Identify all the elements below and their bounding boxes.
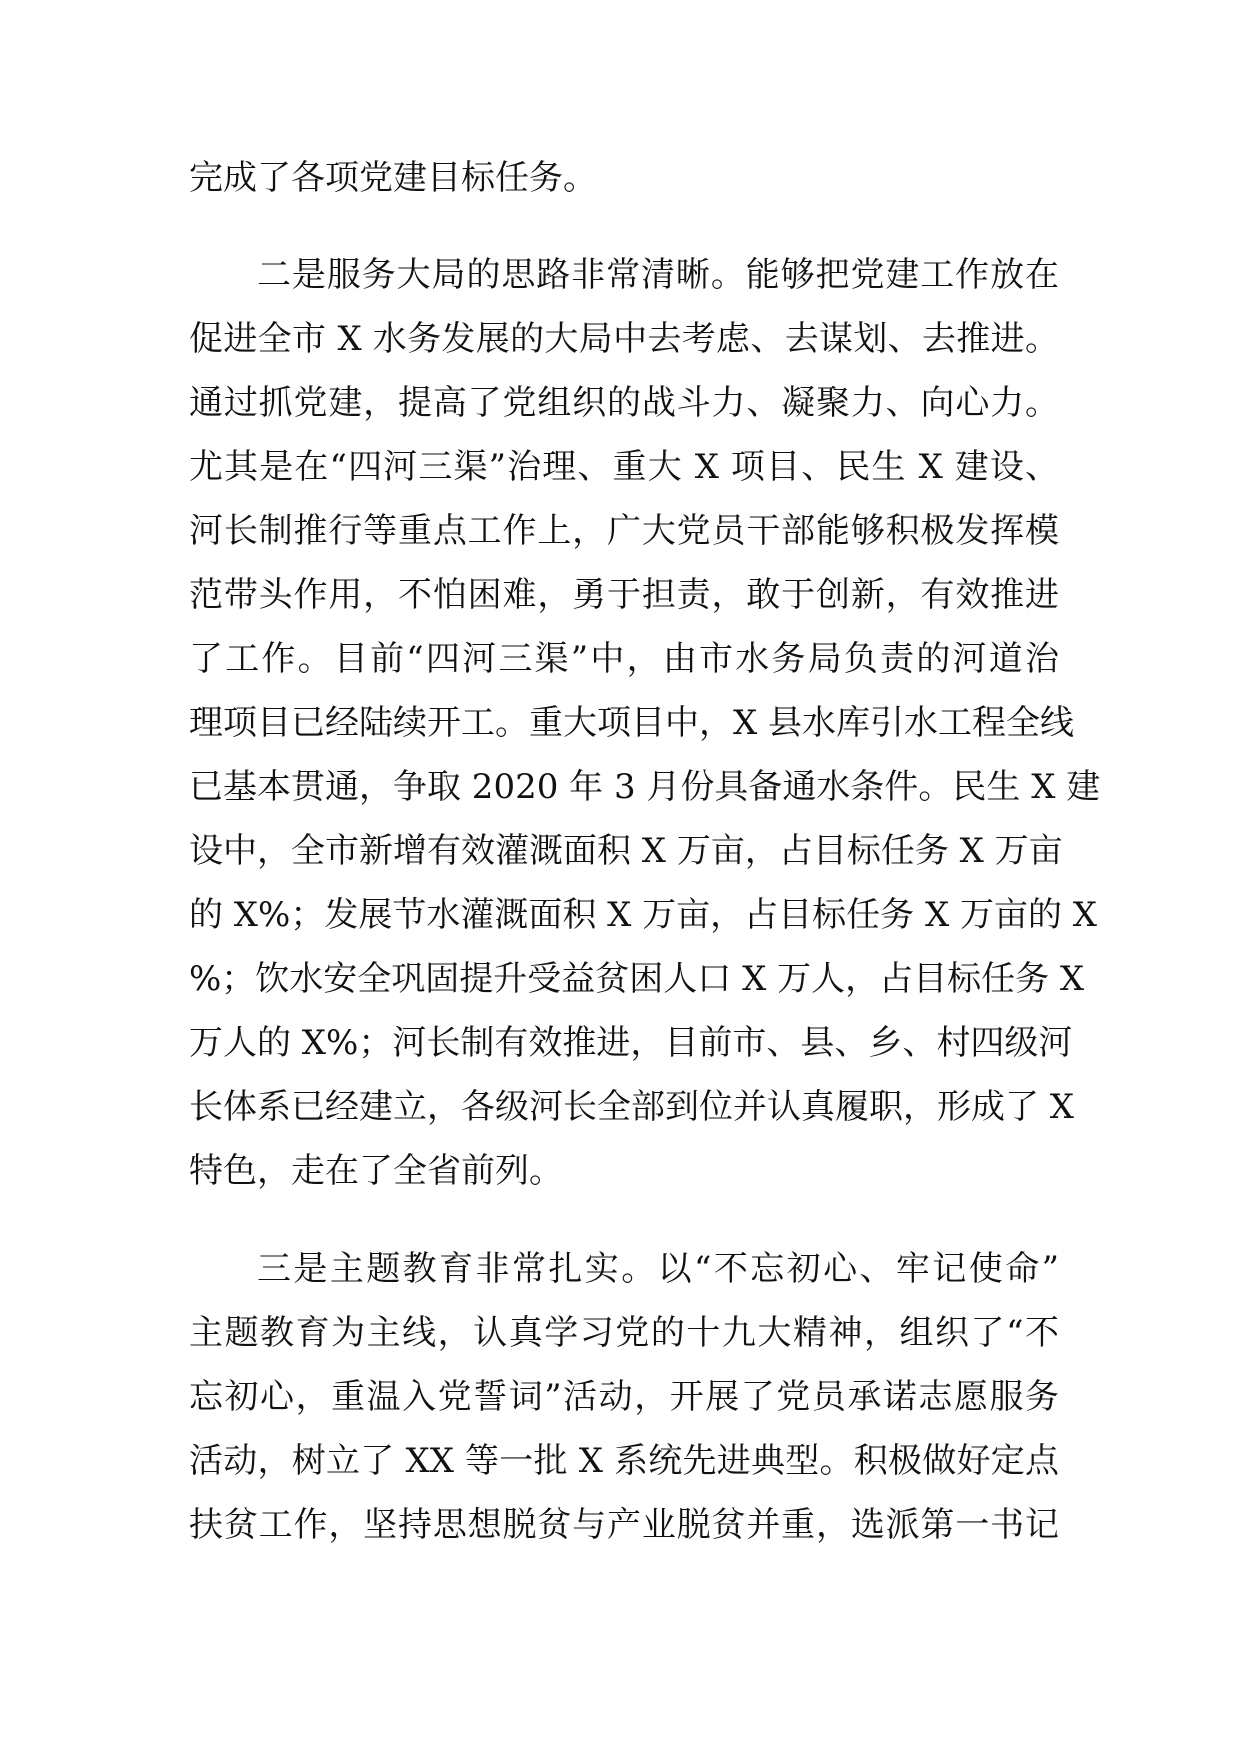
- text-line-8: 了工作。目前“四河三渠”中，由市水务局负责的河道治: [189, 639, 1059, 679]
- text-line-18: 主题教育为主线，认真学习党的十九大精神，组织了“不: [189, 1313, 1059, 1353]
- text-line-3: 促进全市 X 水务发展的大局中去考虑、去谋划、去推进。: [189, 319, 1059, 359]
- text-line-4: 通过抓党建，提高了党组织的战斗力、凝聚力、向心力。: [189, 383, 1059, 423]
- text-line-9: 理项目已经陆续开工。重大项目中，X 县水库引水工程全线: [189, 703, 1075, 743]
- text-line-7: 范带头作用，不怕困难，勇于担责，敢于创新，有效推进: [189, 575, 1059, 615]
- text-line-13: %；饮水安全巩固提升受益贫困人口 X 万人，占目标任务 X: [189, 959, 1085, 999]
- text-line-14: 万人的 X%；河长制有效推进，目前市、县、乡、村四级河: [189, 1023, 1073, 1063]
- text-line-5: 尤其是在“四河三渠”治理、重大 X 项目、民生 X 建设、: [189, 447, 1059, 487]
- text-line-1: 完成了各项党建目标任务。: [189, 158, 597, 198]
- text-line-12: 的 X%；发展节水灌溉面积 X 万亩，占目标任务 X 万亩的 X: [189, 895, 1097, 935]
- text-line-11: 设中，全市新增有效灌溉面积 X 万亩，占目标任务 X 万亩: [189, 831, 1063, 871]
- text-line-21: 扶贫工作，坚持思想脱贫与产业脱贫并重，选派第一书记: [189, 1505, 1059, 1545]
- text-line-17: 三是主题教育非常扎实。以“不忘初心、牢记使命”: [257, 1249, 1059, 1289]
- text-line-19: 忘初心，重温入党誓词”活动，开展了党员承诺志愿服务: [189, 1377, 1059, 1417]
- text-line-20: 活动，树立了 XX 等一批 X 系统先进典型。积极做好定点: [189, 1441, 1059, 1481]
- text-line-16: 特色，走在了全省前列。: [189, 1151, 563, 1191]
- text-line-2: 二是服务大局的思路非常清晰。能够把党建工作放在: [257, 255, 1059, 295]
- text-line-10: 已基本贯通，争取 2020 年 3 月份具备通水条件。民生 X 建: [189, 767, 1101, 807]
- text-line-15: 长体系已经建立，各级河长全部到位并认真履职，形成了 X: [189, 1087, 1075, 1127]
- text-line-6: 河长制推行等重点工作上，广大党员干部能够积极发挥模: [189, 511, 1059, 551]
